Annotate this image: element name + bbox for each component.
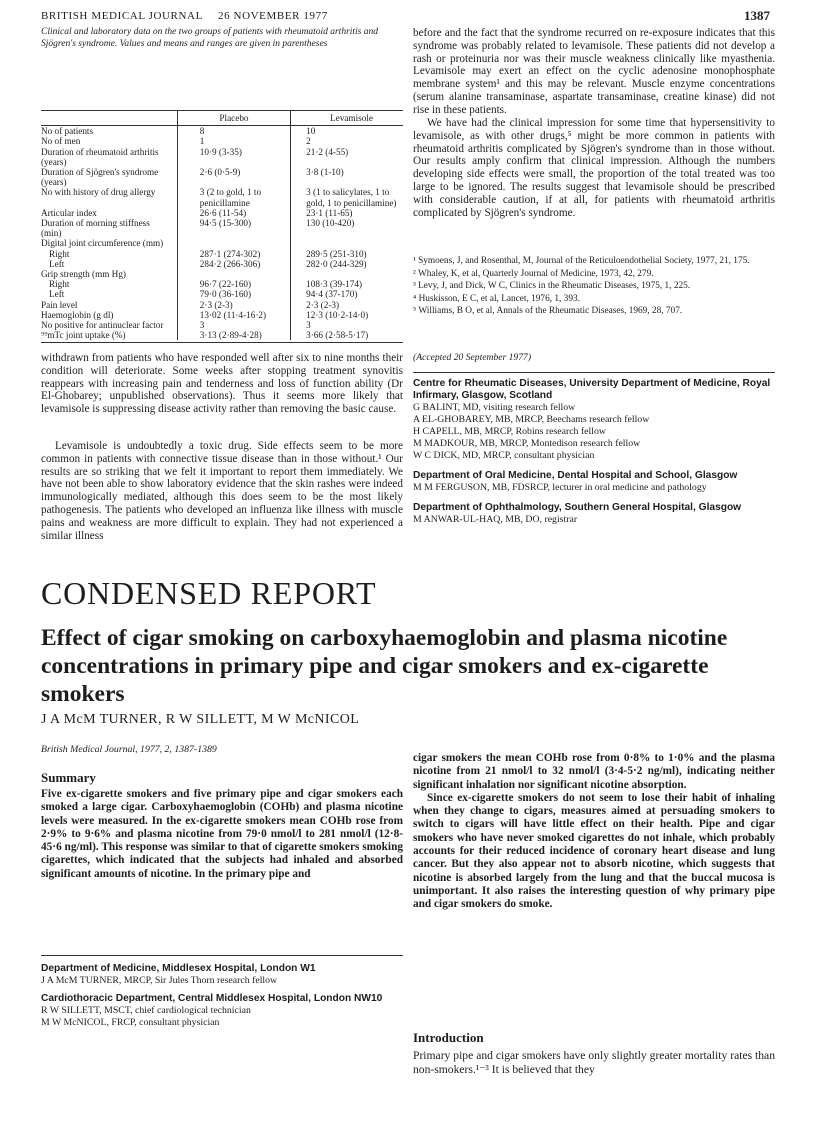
header-blank [41, 111, 168, 126]
cell-levamisole: 12·3 (10·2-14·0) [306, 309, 369, 320]
author-line: A EL-GHOBAREY, MB, MRCP, Beechams research fellow [413, 414, 650, 425]
cell-levamisole: 130 (10-420) [306, 218, 355, 229]
header-placebo: Placebo [168, 111, 300, 126]
table-row [41, 320, 403, 330]
cell-placebo: 2·3 (2-3) [199, 299, 233, 310]
introduction-text: Primary pipe and cigar smokers have only slightly greater mortality rates than non-smokers.¹⁻³ It is believed that they [413, 1049, 775, 1076]
table-row [41, 289, 403, 299]
author-line: W C DICK, MD, MRCP, consultant physician [413, 450, 595, 461]
row-label: Duration of rheumatoid arthritis (years) [41, 146, 159, 167]
author-line: H CAPELL, MB, MRCP, Robins research fellow [413, 426, 606, 437]
cell-placebo: 13·02 (11·4-16·2) [199, 309, 267, 320]
cell-placebo: 10·9 (3-35) [199, 146, 242, 157]
table-row [41, 187, 403, 207]
cell-levamisole: 23·1 (11-65) [306, 207, 353, 218]
cell-placebo: 94·5 (15-300) [199, 218, 252, 229]
affiliation-heading: Department of Oral Medicine, Dental Hospital and School, Glasgow [413, 470, 738, 481]
article-citation: British Medical Journal, 1977, 2, 1387-1389 [41, 744, 217, 755]
references [413, 255, 775, 318]
row-label: Grip strength (mm Hg) [41, 269, 126, 280]
cell-levamisole: 108·3 (39-174) [306, 279, 363, 290]
accepted-date: (Accepted 20 September 1977) [413, 352, 532, 363]
cell-levamisole: 2·3 (2-3) [306, 299, 340, 310]
affiliation-heading: Centre for Rheumatic Diseases, University Department of Medicine, Royal Infirmary, Glasgow, Scotland [413, 378, 771, 401]
author-line: R W SILLETT, MSCT, chief cardiological technician [41, 1005, 251, 1016]
cell-placebo: 1 [199, 136, 205, 147]
cell-placebo: 26·6 (11-54) [199, 207, 247, 218]
table-row [41, 330, 403, 340]
cell-levamisole: 289·5 (251-310) [306, 248, 367, 259]
author-line: G BALINT, MD, visiting research fellow [413, 402, 576, 413]
affiliations-bottom [41, 963, 403, 1029]
table-row [41, 126, 403, 137]
row-label: Duration of Sjögren's syndrome (years) [41, 167, 159, 188]
author-line: M M FERGUSON, MB, FDSRCP, lecturer in oral medicine and pathology [413, 482, 707, 493]
cell-placebo: 284·2 (266-306) [199, 258, 261, 269]
data-table [41, 110, 403, 340]
reference-item: ⁵ Williams, B O, et al, Annals of the Rheumatic Diseases, 1969, 28, 707. [413, 306, 683, 316]
cell-placebo [168, 269, 300, 279]
section-banner: CONDENSED REPORT [41, 575, 377, 611]
row-label: ⁹⁹mTc joint uptake (%) [41, 330, 126, 341]
table-row [41, 310, 403, 320]
row-label: No of patients [41, 126, 94, 137]
table-caption: Clinical and laboratory data on the two groups of patients with rheumatoid arthritis and Sjögren's syndrome. Values and means and ranges are given in parentheses [41, 27, 379, 49]
table-row [41, 208, 403, 218]
row-label: No with history of drug allergy [41, 187, 156, 198]
summary-paragraph: Since ex-cigarette smokers do not seem to lose their habit of inhaling when they change to cigars, measures aimed at persuading smokers to switch to cigars will have little effect on their health. Pipe and cigar smokers who have never smoked cigarettes do not inhale, which probably accounts for their reduced incidence of coronary heart disease and lung cancer. But they also appear not to absorb nicotine, which suggests that nicotine is absorbed largely from the lung and that the buccal mucosa is unimportant. It also raises the interesting question of why primary pipe and cigar smokers do smoke. [413, 791, 775, 911]
row-label: Duration of morning stiffness (min) [41, 218, 150, 239]
affiliation-heading: Department of Ophthalmology, Southern General Hospital, Glasgow [413, 502, 742, 513]
cell-levamisole: 2 [306, 136, 311, 147]
reference-item: ¹ Symoens, J, and Rosenthal, M, Journal of the Reticuloendothelial Society, 1977, 21, 175. [413, 256, 750, 266]
row-label: Digital joint circumference (mm) [41, 238, 164, 249]
table-row [41, 279, 403, 289]
summary-continued [413, 752, 775, 912]
cell-placebo [168, 238, 300, 248]
introduction-heading: Introduction [413, 1030, 484, 1045]
row-label: Left [49, 289, 65, 300]
cell-levamisole: 3 (1 to salicylates, 1 to gold, 1 to penicillamine) [306, 187, 397, 208]
affiliations-top [413, 378, 775, 526]
row-label: Left [49, 258, 65, 269]
table-row [41, 300, 403, 310]
table-row [41, 136, 403, 146]
affiliation-heading: Cardiothoracic Department, Central Middlesex Hospital, London NW10 [41, 993, 383, 1004]
table-row [41, 238, 403, 248]
cell-levamisole: 94·4 (37-170) [306, 289, 358, 300]
cell-levamisole: 282·0 (244-329) [306, 258, 367, 269]
affiliation-rule [413, 372, 775, 373]
cell-levamisole [300, 269, 403, 279]
cell-levamisole [300, 238, 403, 248]
table-row [41, 218, 403, 238]
row-label: Right [49, 248, 70, 259]
article-title: Effect of cigar smoking on carboxyhaemoglobin and plasma nicotine concentrations in primary pipe and cigar smokers and ex-cigarette smokers [41, 625, 728, 707]
cell-levamisole: 3·8 (1-10) [306, 167, 344, 178]
summary-paragraph: cigar smokers the mean COHb rose from 0·8% to 1·0% and the plasma nicotine from 21 nmol/l to 32 nmol/l (3·4-5·2 ng/ml), indicating neither significant inhalation nor significant nicotine absorption. [413, 752, 775, 791]
article-authors: J A McM TURNER, R W SILLETT, M W McNICOL [41, 712, 360, 727]
reference-item: ³ Levy, J, and Dick, W C, Clinics in the Rheumatic Diseases, 1975, 1, 225. [413, 281, 691, 291]
table-row [41, 167, 403, 187]
table-divider [177, 110, 178, 340]
author-line: M ANWAR-UL-HAQ, MB, DO, registrar [413, 514, 578, 525]
page-number: 1387 [744, 8, 770, 23]
table-row [41, 249, 403, 259]
cell-placebo: 2·6 (0·5-9) [199, 167, 241, 178]
reference-item: ² Whaley, K, et al, Quarterly Journal of Medicine, 1973, 42, 279. [413, 268, 654, 279]
right-paragraph-1: before and the fact that the syndrome recurred on re-exposure indicates that this syndrome was probably related to levamisole. These patients did not develop a rash or proteinuria nor was their muscle weakness clinically like myasthenia. Levamisole may exert an effect on the cyclic adenosine monophosphate membrane system¹ and this may be relevant. Muscle enzyme concentrations (serum alanine transaminase, aspartate transaminase, creatine kinase) did not rise in these patients. [413, 27, 775, 116]
author-line: J A McM TURNER, MRCP, Sir Jules Thorn research fellow [41, 975, 278, 986]
cell-levamisole: 3·66 (2·58-5·17) [306, 330, 369, 341]
table-divider [290, 110, 291, 340]
affiliation-heading: Department of Medicine, Middlesex Hospital, London W1 [41, 963, 316, 974]
reference-item: ⁴ Huskisson, E C, et al, Lancet, 1976, 1, 393. [413, 293, 580, 304]
affiliation-rule [41, 955, 403, 956]
summary-heading: Summary [41, 770, 96, 785]
cell-placebo: 96·7 (22-160) [199, 279, 252, 290]
cell-levamisole: 10 [306, 126, 316, 137]
left-paragraph-2: Levamisole is undoubtedly a toxic drug. Side effects seem to be more common in patients with connective tissue disease than in those without.¹ Our results are so striking that we felt it important to report them immediately. We have not been able to show laboratory evidence that the skin rashes were indeed immunologically mediated, although this does seem to be the most likely pathogenesis. The patients who developed an influenza like illness with muscle pains and weakness are more difficult to explain. They had not experienced a similar illness [41, 440, 403, 542]
row-label: No positive for antinuclear factor [41, 320, 164, 331]
table-row [41, 269, 403, 279]
author-line: M W McNICOL, FRCP, consultant physician [41, 1017, 220, 1028]
table-row [41, 147, 403, 167]
cell-placebo: 3 (2 to gold, 1 to penicillamine [199, 187, 262, 208]
row-label: No of men [41, 136, 81, 147]
row-label: Pain level [41, 299, 78, 310]
row-label: Articular index [41, 207, 97, 218]
journal-name: BRITISH MEDICAL JOURNAL [41, 10, 203, 22]
cell-levamisole: 3 [306, 320, 311, 331]
cell-placebo: 79·0 (36-160) [199, 289, 252, 300]
summary-text: Five ex-cigarette smokers and five primary pipe and cigar smokers each smoked a large cigar. Carboxyhaemoglobin (COHb) and plasma nicotine levels were measured. In the ex-cigarette smokers mean COHb rose from 2·9% to 9·6% and plasma nicotine from 79·0 nmol/l to 281 nmol/l (12·8-45·6 ng/ml). This response was similar to that of cigarette smokers smoking cigarettes, which indicated that the subjects had inhaled and absorbed significant amounts of nicotine. In the primary pipe and [41, 788, 403, 880]
right-paragraph-2: We have had the clinical impression for some time that hypersensitivity to levamisole, as with other drugs,⁵ might be more common in patients with rheumatoid arthritis complicated by Sjögren's syndrome than in those without. Our results amply confirm that clinical impression. Although the numbers developing side effects were small, the proportion of the total treated was too large to be ignored. The results suggest that levamisole should be prescribed with considerable caution, if at all, for patients with rheumatoid arthritis complicated by Sjögren's syndrome. [413, 117, 775, 219]
cell-placebo: 3 [199, 320, 205, 331]
row-label: Haemoglobin (g dl) [41, 309, 114, 320]
row-label: Right [49, 279, 70, 290]
table-rule [41, 342, 403, 343]
cell-placebo: 8 [199, 126, 205, 137]
cell-placebo: 3·13 (2·89-4·28) [199, 330, 262, 341]
table-row [41, 259, 403, 269]
cell-placebo: 287·1 (274-302) [199, 248, 261, 259]
author-line: M MADKOUR, MB, MRCP, Montedison research fellow [413, 438, 641, 449]
cell-levamisole: 21·2 (4-55) [306, 146, 349, 157]
left-paragraph-1: withdrawn from patients who have responded well after six to nine months their condition will deteriorate. Some weeks after stopping treatment synovitis reappears with increasing pain and tenderness and loss of function ability (Dr El-Ghobarey; unpublished observations). Thus it seems more likely that levamisole is suppressing disease activity rather than removing the basic cause. [41, 352, 403, 416]
header-levamisole: Levamisole [300, 111, 403, 126]
issue-date: 26 NOVEMBER 1977 [218, 10, 328, 22]
